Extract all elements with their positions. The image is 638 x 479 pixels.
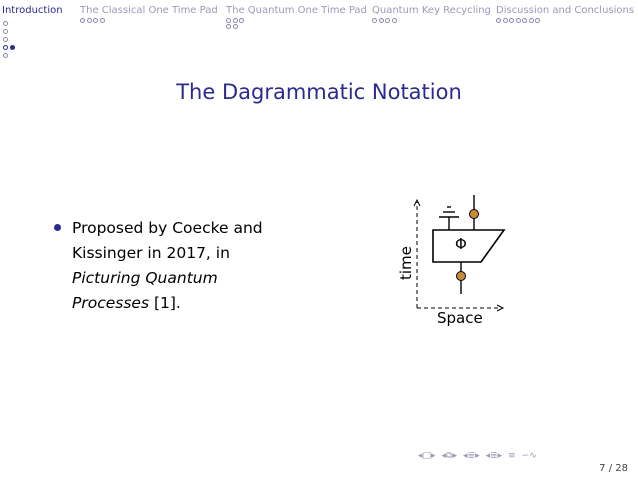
prev-section-icon[interactable]: ◂≣▸ [463,451,480,461]
frame-dot[interactable] [3,29,8,34]
slide-title: The Dagrammatic Notation [176,80,462,104]
nav-section-label[interactable]: Introduction [2,5,63,16]
frame-dots [226,18,367,23]
frame-dot[interactable] [503,18,508,23]
nav-section-key-recycling[interactable] [372,5,491,23]
section-navbar [0,0,638,70]
frame-dot[interactable] [379,18,384,23]
prev-subsection-icon[interactable]: ◂⧉▸ [441,451,458,461]
time-axis-label: time [397,246,415,280]
search-loop-icon[interactable]: ∽∿ [521,451,537,461]
equiv-icon[interactable]: ≡ [508,451,516,461]
frame-dots [496,18,634,23]
process-box [433,230,504,262]
current-frame-dot[interactable] [10,45,15,50]
frame-dot[interactable] [496,18,501,23]
page-number: 7 / 28 [599,463,628,474]
space-axis-label: Space [437,309,483,327]
prev-frame-icon[interactable]: ◂□▸ [418,451,436,461]
nav-section-introduction[interactable] [2,5,63,17]
nav-section-label[interactable]: Quantum Key Recycling [372,5,491,16]
process-label: Φ [455,235,467,253]
frame-dots [226,24,367,29]
frame-dot[interactable] [226,18,231,23]
nav-section-classical-otp[interactable] [80,5,218,23]
frame-dot[interactable] [226,24,231,29]
frame-dot[interactable] [233,24,238,29]
frame-dots [80,18,218,23]
process-diagram [385,190,525,339]
frame-dot[interactable] [522,18,527,23]
frame-dot[interactable] [233,18,238,23]
nav-section-discussion[interactable] [496,5,634,23]
frame-dot[interactable] [516,18,521,23]
frame-dot[interactable] [392,18,397,23]
frame-dot[interactable] [239,18,244,23]
nav-section-label[interactable]: Discussion and Conclusions [496,5,635,16]
book-title: Picturing Quantum Processes [72,269,218,312]
frame-dot[interactable] [509,18,514,23]
frame-dot[interactable] [80,18,85,23]
nav-section-quantum-otp[interactable] [226,5,367,29]
intro-frame-dots [3,19,16,59]
bullet-citation-text: [1]. [149,294,181,312]
frame-dot[interactable] [3,45,8,50]
frame-dot[interactable] [3,21,8,26]
next-section-icon[interactable]: ◂≣▸ [485,451,503,461]
nav-section-label[interactable]: The Classical One Time Pad [80,5,218,16]
frame-dot[interactable] [535,18,540,23]
frame-dot[interactable] [87,18,92,23]
frame-dot[interactable] [529,18,534,23]
output-node [470,210,479,219]
input-node [457,272,466,281]
bullet-text [72,216,292,316]
frame-dot[interactable] [3,53,8,58]
frame-dot[interactable] [93,18,98,23]
frame-dot[interactable] [100,18,105,23]
frame-dots [372,18,491,23]
frame-dot[interactable] [385,18,390,23]
frame-dot[interactable] [372,18,377,23]
beamer-navigation [418,451,537,461]
bullet-plain-text: Proposed by Coecke and Kissinger in 2017, in [72,219,263,262]
bullet-marker [54,224,61,231]
frame-dot[interactable] [3,37,8,42]
nav-section-label[interactable]: The Quantum One Time Pad [226,5,367,16]
